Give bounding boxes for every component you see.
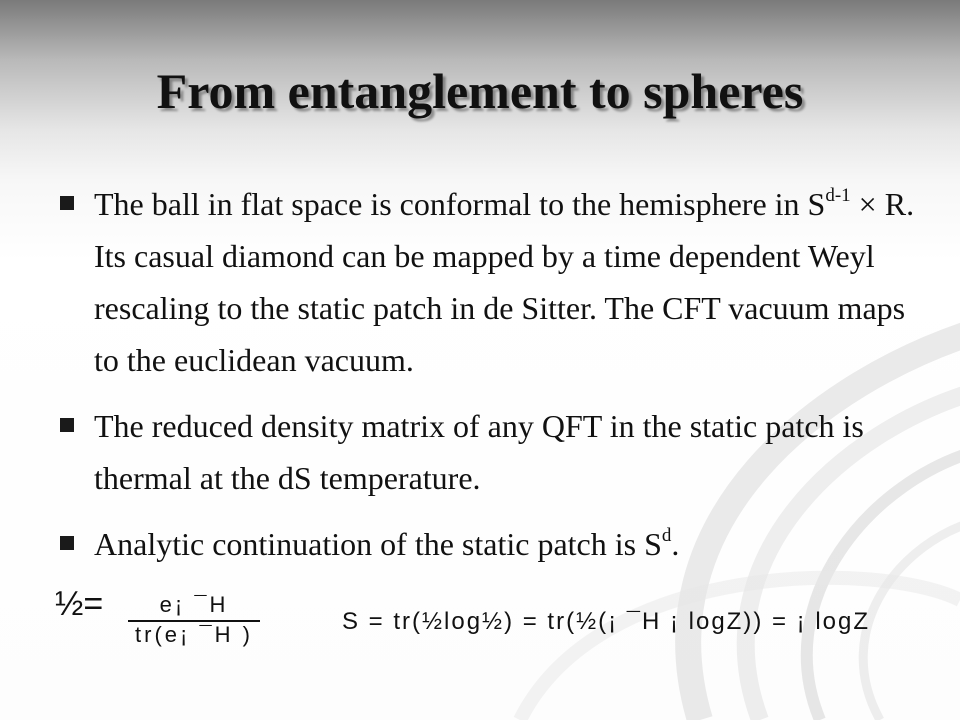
bullet-1-superscript: d-1 [825,185,851,206]
square-bullet-icon [60,418,74,432]
bullet-2-text: The reduced density matrix of any QFT in the static patch is thermal at the dS temperature. [94,408,864,496]
square-bullet-icon [60,536,74,550]
bullet-item-3 [60,518,920,570]
bullet-item-1 [60,178,920,386]
bullet-1-text-cont: × R. Its casual diamond can be mapped by a time dependent Weyl rescaling to the static patch in de Sitter. The CFT vacuum maps to the euclidean vacuum. [94,186,915,378]
density-matrix-fraction [128,592,260,648]
bullet-item-2 [60,400,920,504]
fraction-numerator: e¡ ¯H [128,592,260,622]
bullet-1-text: The ball in flat space is conformal to the hemisphere in S [94,186,826,222]
fraction-denominator: tr(e¡ ¯H ) [135,622,253,647]
slide-title: From entanglement to spheres [156,63,804,119]
bullet-list [60,178,920,584]
density-matrix-label: ½= [55,585,104,623]
entropy-formula: S = tr(½log½) = tr(½(¡ ¯H ¡ logZ)) = ¡ logZ [342,608,871,635]
bullet-3-text-cont: . [671,526,680,562]
square-bullet-icon [60,196,74,210]
bullet-3-text: Analytic continuation of the static patch is S [94,526,662,562]
bullet-3-superscript: d [661,525,672,546]
